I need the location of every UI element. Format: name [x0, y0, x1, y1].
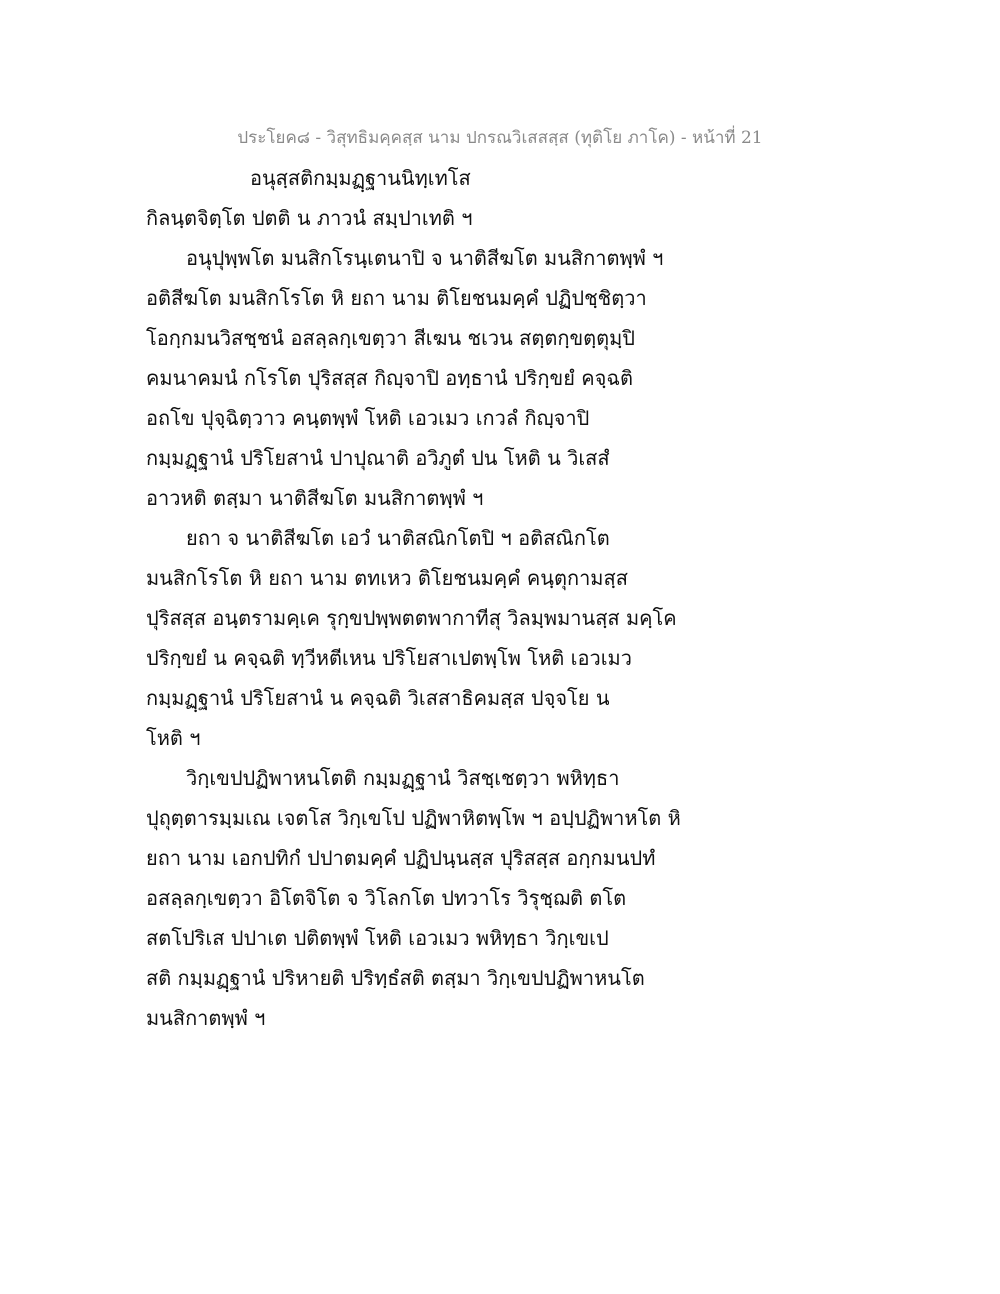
- text-line: ปุริสสฺส อนฺตรามคฺเค รุกฺขปพฺพตตพากาทีสุ วิลมฺพมานสฺส มคฺโค: [146, 606, 677, 630]
- body-text: [146, 158, 706, 1038]
- text-line: กมฺมฏฺฐานํ ปริโยสานํ ปาปุณาติ อวิภูตํ ปน โหติ น วิเสสํ: [146, 446, 610, 470]
- paragraph-start-line: วิกฺเขปปฏิพาหนโตติ กมฺมฏฺฐานํ วิสชฺเชตฺวา พหิทฺธา: [186, 766, 620, 790]
- text-line: โหติ ฯ: [146, 726, 201, 750]
- text-line: สติ กมฺมฏฺฐานํ ปริหายติ ปริทฺธํสติ ตสฺมา วิกฺเขปปฏิพาหนโต: [146, 966, 645, 990]
- text-line: โอกฺกมนวิสชฺชนํ อสลฺลกฺเขตฺวา สีเฆน ชเวน สตฺตกฺขตฺตุมฺปิ: [146, 326, 636, 350]
- text-line: อสลฺลกฺเขตฺวา อิโตจิโต จ วิโลกโต ปทวาโร วิรุชฺฌติ ตโต: [146, 886, 627, 910]
- paragraph-start-line: ยถา จ นาติสีฆโต เอวํ นาติสณิกโตปิ ฯ อติสณิกโต: [186, 526, 610, 550]
- text-line: กมฺมฏฺฐานํ ปริโยสานํ น คจฺฉติ วิเสสาธิคมสฺส ปจฺจโย น: [146, 686, 610, 710]
- paragraph-start-line: อนุปุพฺพโต มนสิกโรนฺเตนาปิ จ นาติสีฆโต มนสิกาตพฺพํ ฯ: [186, 246, 664, 270]
- text-line: มนสิกาตพฺพํ ฯ: [146, 1006, 266, 1030]
- text-line: อถโข ปุจฺฉิตฺวาว คนฺตพฺพํ โหติ เอวเมว เกวลํ กิญฺจาปิ: [146, 406, 590, 430]
- text-line: อาวหติ ตสฺมา นาติสีฆโต มนสิกาตพฺพํ ฯ: [146, 486, 484, 510]
- section-title: อนุสฺสติกมฺมฏฺฐานนิทฺเทโส: [250, 166, 471, 190]
- text-line: ปุถุตฺตารมฺมเณ เจตโส วิกฺเขโป ปฏิพาหิตพฺโพ ฯ อปฺปฏิพาหโต หิ: [146, 806, 681, 830]
- text-line: ยถา นาม เอกปทิกํ ปปาตมคฺคํ ปฏิปนฺนสฺส ปุริสสฺส อกฺกมนปทํ: [146, 846, 656, 870]
- text-line: คมนาคมนํ กโรโต ปุริสสฺส กิญฺจาปิ อทฺธานํ ปริกฺขยํ คจฺฉติ: [146, 366, 633, 390]
- text-line: มนสิกโรโต หิ ยถา นาม ตทเหว ติโยชนมคฺคํ คนฺตุกามสฺส: [146, 566, 628, 590]
- text-line: สตโปริเส ปปาเต ปติตพฺพํ โหติ เอวเมว พหิทฺธา วิกฺเขเป: [146, 926, 609, 950]
- text-line: อติสีฆโต มนสิกโรโต หิ ยถา นาม ติโยชนมคฺคํ ปฏิปชฺชิตฺวา: [146, 286, 647, 310]
- text-line: กิลนฺตจิตฺโต ปตติ น ภาวนํ สมฺปาเทติ ฯ: [146, 206, 473, 230]
- running-header: [0, 124, 1000, 151]
- running-header-text: ประโยค๘ - วิสุทธิมคฺคสฺส นาม ปกรณวิเสสสฺส (ทุติโย ภาโค) - หน้าที่ 21: [237, 128, 763, 148]
- text-line: ปริกฺขยํ น คจฺฉติ ทฺวีหตีเหน ปริโยสาเปตพฺโพ โหติ เอวเมว: [146, 646, 632, 670]
